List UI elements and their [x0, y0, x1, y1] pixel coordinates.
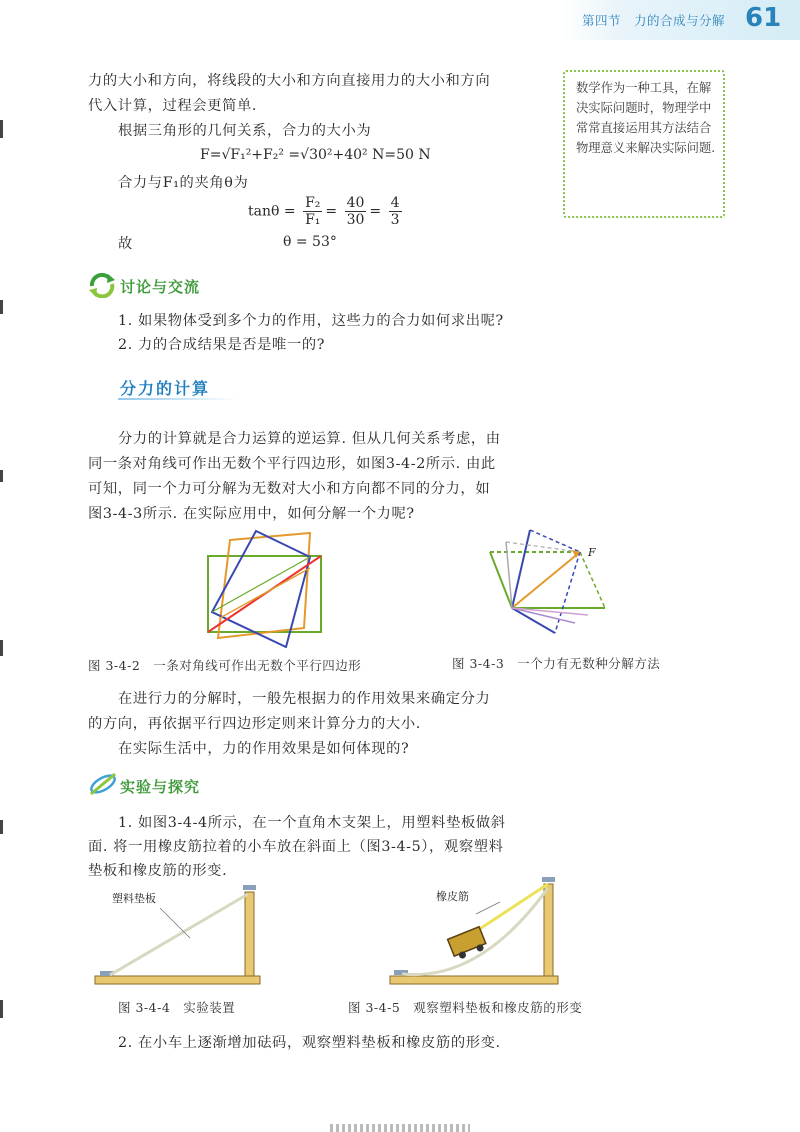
discussion-icon — [88, 272, 116, 302]
angle-lead: 合力与F₁的夹角θ为 — [118, 175, 249, 191]
figure-3-4-2 — [190, 528, 350, 648]
label-board: 塑料垫板 — [112, 892, 156, 905]
sidenote-text: 数学作为一种工具，在解决实际问题时，物理学中常常直接运用其方法结合物理意义来解决实际问题. — [576, 81, 716, 155]
experiment-step2: 2. 在小车上逐渐增加砝码，观察塑料垫板和橡皮筋的形变. — [118, 1035, 501, 1051]
experiment-step1-line2: 面. 将一用橡皮筋拉着的小车放在斜面上（图3-4-5），观察塑料 — [88, 839, 504, 855]
fig342-caption: 图 3-4-2 一条对角线可作出无数个平行四边形 — [88, 658, 362, 673]
fraction-40-30: $\frac{40}{30}$ — [346, 195, 365, 228]
decomp-line-4: 图3-4-3所示. 在实际应用中，如何分解一个力呢? — [88, 506, 415, 522]
fig345-caption: 图 3-4-5 观察塑料垫板和橡皮筋的形变 — [348, 1000, 583, 1015]
theta-result: θ = 53° — [283, 234, 337, 250]
fraction-f2-f1: $\frac{\text{F₂}}{\text{F₁}}$ — [305, 195, 321, 228]
fig343-f-label: F — [588, 546, 596, 559]
figure-3-4-4 — [90, 880, 270, 990]
decomposition-title: 分力的计算 — [120, 379, 211, 398]
label-rubber: 橡皮筋 — [436, 890, 469, 903]
magnitude-formula: F=√F₁²+F₂² =√30²+40² N=50 N — [200, 147, 431, 163]
figure-3-4-3 — [480, 528, 630, 643]
experiment-step1-line3: 垫板和橡皮筋的形变. — [88, 863, 228, 879]
intro-line-1: 力的大小和方向，将线段的大小和方向直接用力的大小和方向 — [88, 73, 491, 89]
decomp-line-2: 同一条对角线可作出无数个平行四边形，如图3-4-2所示. 由此 — [88, 456, 496, 472]
subhead-underline — [118, 398, 238, 400]
page-number: 61 — [745, 3, 782, 33]
tan-lhs: tanθ = — [248, 203, 296, 220]
intro-line-2: 代入计算，过程会更简单. — [88, 98, 258, 114]
experiment-icon — [88, 772, 118, 800]
tan-formula: tanθ = $\frac{\text{F₂}}{\text{F₁}}$ = $\frac{40}{30}$ = $\frac{4}{3}$ — [248, 195, 400, 228]
experiment-title: 实验与探究 — [120, 778, 201, 796]
fig344-caption: 图 3-4-4 实验装置 — [118, 1000, 236, 1015]
discussion-q1: 1. 如果物体受到多个力的作用，这些力的合力如何求出呢? — [118, 313, 504, 329]
application-line-1: 在进行力的分解时，一般先根据力的作用效果来确定分力 — [118, 691, 491, 707]
application-line-3: 在实际生活中，力的作用效果是如何体现的? — [118, 741, 410, 757]
discussion-title: 讨论与交流 — [120, 278, 201, 296]
footer-mark — [330, 1124, 470, 1132]
experiment-step1-line1: 1. 如图3-4-4所示，在一个直角木支架上，用塑料垫板做斜 — [118, 815, 506, 831]
discussion-q2: 2. 力的合成结果是否是唯一的? — [118, 337, 326, 353]
fraction-4-3: $\frac{4}{3}$ — [390, 195, 400, 228]
decomp-line-1: 分力的计算就是合力运算的逆运算. 但从几何关系考虑，由 — [118, 431, 501, 447]
section-title: 第四节 力的合成与分解 — [582, 13, 726, 28]
figure-3-4-5 — [380, 872, 570, 992]
application-line-2: 的方向，再依据平行四边形定则来计算分力的大小. — [88, 716, 421, 732]
fig343-caption: 图 3-4-3 一个力有无数种分解方法 — [452, 656, 661, 671]
decomp-line-3: 可知，同一个力可分解为无数对大小和方向都不同的分力，如 — [88, 481, 491, 497]
therefore-word: 故 — [118, 236, 133, 252]
magnitude-lead: 根据三角形的几何关系，合力的大小为 — [118, 123, 372, 139]
